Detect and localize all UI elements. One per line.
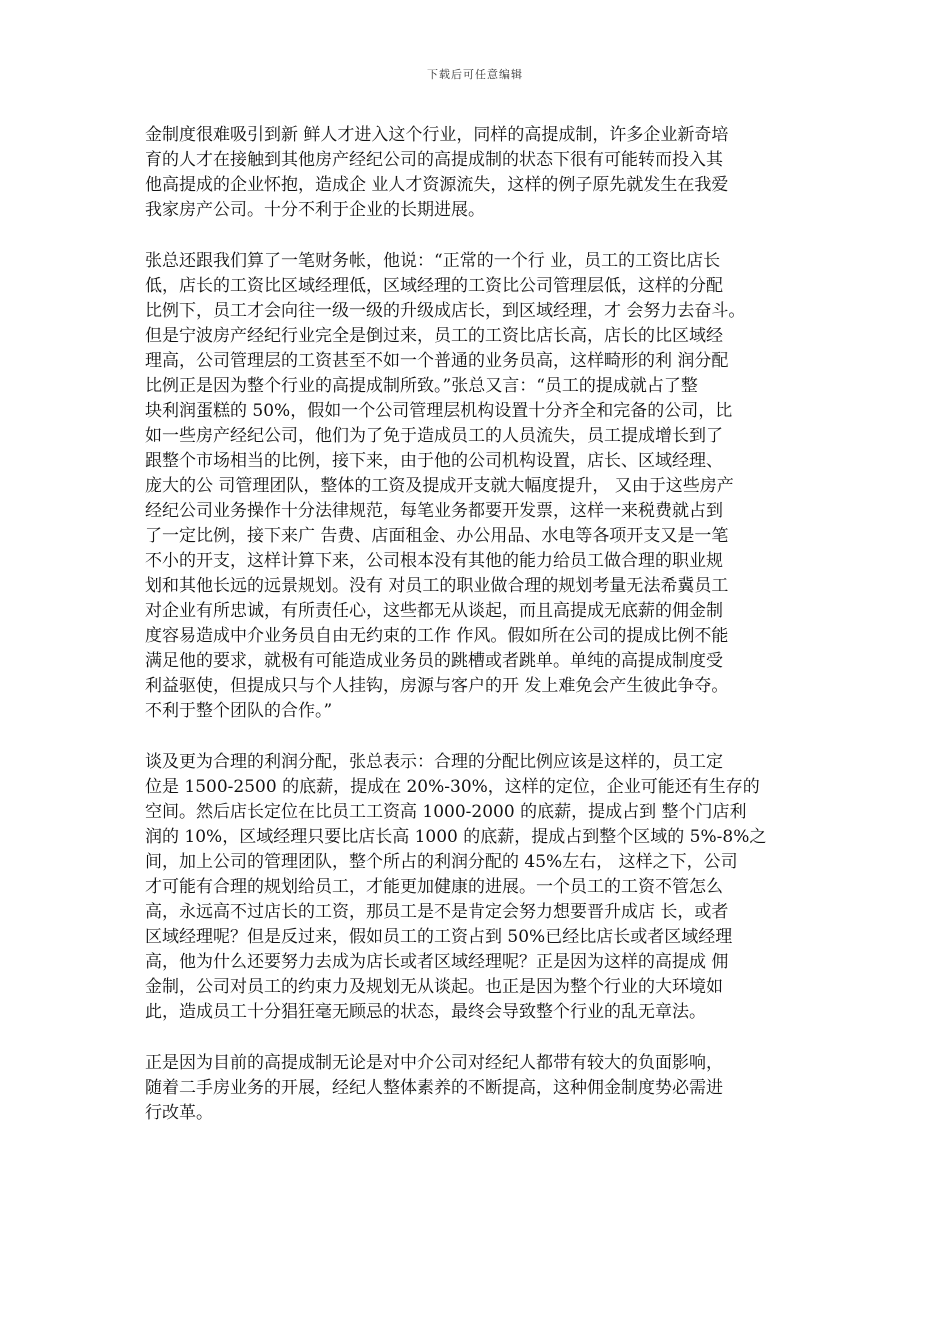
text-line: 空间。然后店长定位在比员工工资高 1000-2000 的底薪，提成占到 整个门店利 <box>145 802 747 822</box>
text-line: 不利于整个团队的合作。” <box>145 701 333 721</box>
text-line: 不小的开支，这样计算下来，公司根本没有其他的能力给员工做合理的职业规 <box>145 551 723 571</box>
text-line: 金制，公司对员工的约束力及规划无从谈起。也正是因为整个行业的大环境如 <box>145 977 723 997</box>
paragraph <box>145 249 835 724</box>
text-line: 才可能有合理的规划给员工，才能更加健康的进展。一个员工的工资不管怎么 <box>145 877 723 897</box>
text-line: 高，永远高不过店长的工资，那员工是不是肯定会努力想要晋升成店 长，或者 <box>145 902 729 922</box>
text-line: 跟整个市场相当的比例，接下来，由于他的公司机构设置，店长、区域经理、 <box>145 451 723 471</box>
text-line: 高，他为什么还要努力去成为店长或者区域经理呢？正是因为这样的高提成 佣 <box>145 952 729 972</box>
text-line: 我家房产公司。十分不利于企业的长期进展。 <box>145 200 485 220</box>
text-line: 但是宁波房产经纪行业完全是倒过来，员工的工资比店长高，店长的比区域经 <box>145 326 723 346</box>
text-line: 划和其他长远的远景规划。没有 对员工的职业做合理的规划考量无法希冀员工 <box>145 576 729 596</box>
document-body <box>145 123 835 1152</box>
paragraph <box>145 123 835 223</box>
text-line: 利益驱使，但提成只与个人挂钩，房源与客户的开 发上难免会产生彼此争夺。 <box>145 676 729 696</box>
text-line: 润的 10%，区域经理只要比店长高 1000 的底薪，提成占到整个区域的 5%-8%之 <box>145 827 767 847</box>
text-line: 金制度很难吸引到新 鲜人才进入这个行业，同样的高提成制，许多企业新奇培 <box>145 125 729 145</box>
page-header: 下载后可任意编辑 <box>427 68 523 81</box>
text-line: 他高提成的企业怀抱，造成企 业人才资源流失，这样的例子原先就发生在我爱 <box>145 175 729 195</box>
text-line: 庞大的公 司管理团队，整体的工资及提成开支就大幅度提升， 又由于这些房产 <box>145 476 734 496</box>
text-line: 行改革。 <box>145 1103 213 1123</box>
text-line: 满足他的要求，就极有可能造成业务员的跳槽或者跳单。单纯的高提成制度受 <box>145 651 723 671</box>
paragraph <box>145 1051 835 1126</box>
text-line: 张总还跟我们算了一笔财务帐，他说：“正常的一个行 业，员工的工资比店长 <box>145 251 721 271</box>
text-line: 此，造成员工十分猖狂毫无顾忌的状态，最终会导致整个行业的乱无章法。 <box>145 1002 706 1022</box>
text-line: 了一定比例，接下来广 告费、店面租金、办公用品、水电等各项开支又是一笔 <box>145 526 729 546</box>
text-line: 区域经理呢？但是反过来，假如员工的工资占到 50%已经比店长或者区域经理 <box>145 927 733 947</box>
text-line: 低，店长的工资比区域经理低，区域经理的工资比公司管理层低，这样的分配 <box>145 276 723 296</box>
text-line: 比例下，员工才会向往一级一级的升级成店长，到区域经理，才 会努力去奋斗。 <box>145 301 746 321</box>
text-line: 间，加上公司的管理团队，整个所占的利润分配的 45%左右， 这样之下，公司 <box>145 852 738 872</box>
text-line: 如一些房产经纪公司，他们为了免于造成员工的人员流失，员工提成增长到了 <box>145 426 723 446</box>
text-line: 谈及更为合理的利润分配，张总表示：合理的分配比例应该是这样的，员工定 <box>145 752 723 772</box>
text-line: 比例正是因为整个行业的高提成制所致。”张总又言：“员工的提成就占了整 <box>145 376 698 396</box>
text-line: 块利润蛋糕的 50%，假如一个公司管理层机构设置十分齐全和完备的公司，比 <box>145 401 733 421</box>
paragraph <box>145 750 835 1025</box>
text-line: 对企业有所忠诚，有所责任心，这些都无从谈起，而且高提成无底薪的佣金制 <box>145 601 723 621</box>
text-line: 随着二手房业务的开展，经纪人整体素养的不断提高，这种佣金制度势必需进 <box>145 1078 723 1098</box>
text-line: 理高，公司管理层的工资甚至不如一个普通的业务员高，这样畸形的利 润分配 <box>145 351 729 371</box>
text-line: 经纪公司业务操作十分法律规范，每笔业务都要开发票，这样一来税费就占到 <box>145 501 723 521</box>
text-line: 位是 1500-2500 的底薪，提成在 20%-30%，这样的定位，企业可能还有生存的 <box>145 777 760 797</box>
text-line: 度容易造成中介业务员自由无约束的工作 作风。假如所在公司的提成比例不能 <box>145 626 729 646</box>
text-line: 正是因为目前的高提成制无论是对中介公司对经纪人都带有较大的负面影响， <box>145 1053 723 1073</box>
text-line: 育的人才在接触到其他房产经纪公司的高提成制的状态下很有可能转而投入其 <box>145 150 723 170</box>
